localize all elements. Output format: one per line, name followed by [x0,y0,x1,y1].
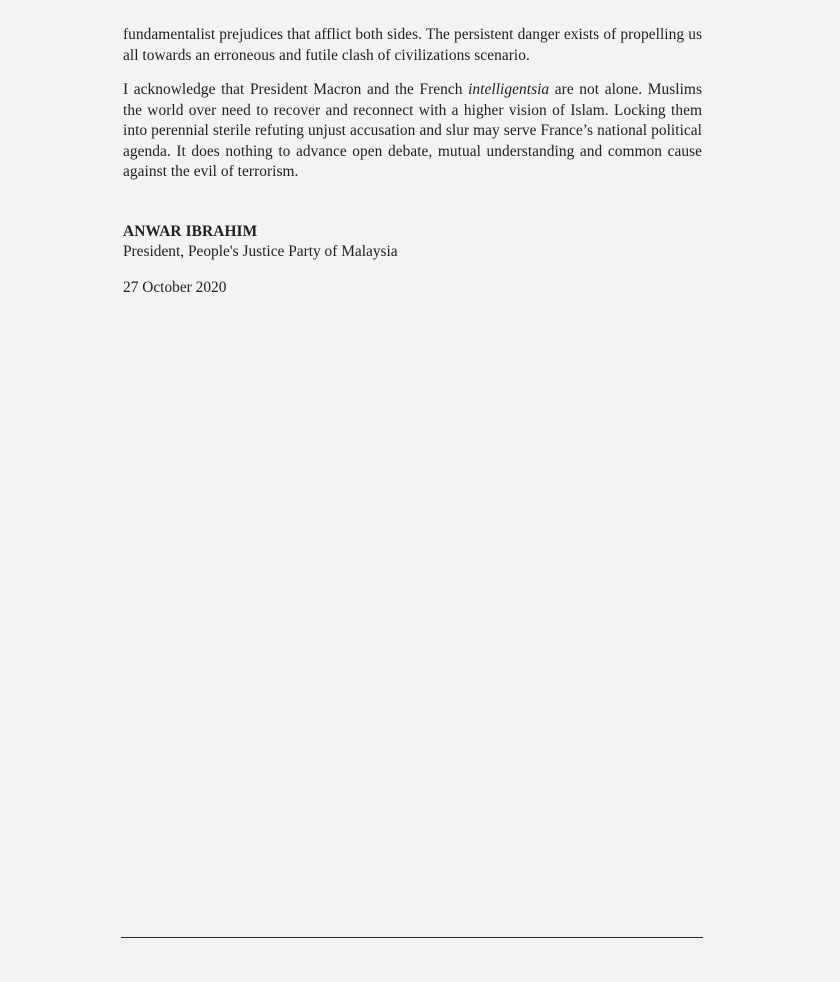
signatory-name: ANWAR IBRAHIM [123,222,258,240]
footnote-separator-line [121,937,703,938]
signature-block [123,222,702,262]
paragraph-2-text-before: I acknowledge that President Macron and the French [123,81,469,98]
document-date: 27 October 2020 [123,278,227,296]
paragraph-2-emphasis: intelligentsia [468,81,550,98]
signatory-title: President, People's Justice Party of Malaysia [123,242,398,260]
document-page [123,25,702,298]
body-paragraph-2 [123,80,702,183]
paragraph-1-text: fundamentalist prejudices that afflict both sides. The persistent danger exists of propelling us all towards an erroneous and futile clash of civilizations scenario. [123,26,702,64]
body-paragraph-1 [123,25,702,66]
paragraph-2-text-after: are not alone. Muslims the world over need to recover and reconnect with a higher vision of Islam. Locking them into perennial sterile refuting unjust accusation and slur may serve France’s national political agenda. It does nothing to advance open debate, mutual understanding and common cause against the evil of terrorism. [123,81,702,180]
